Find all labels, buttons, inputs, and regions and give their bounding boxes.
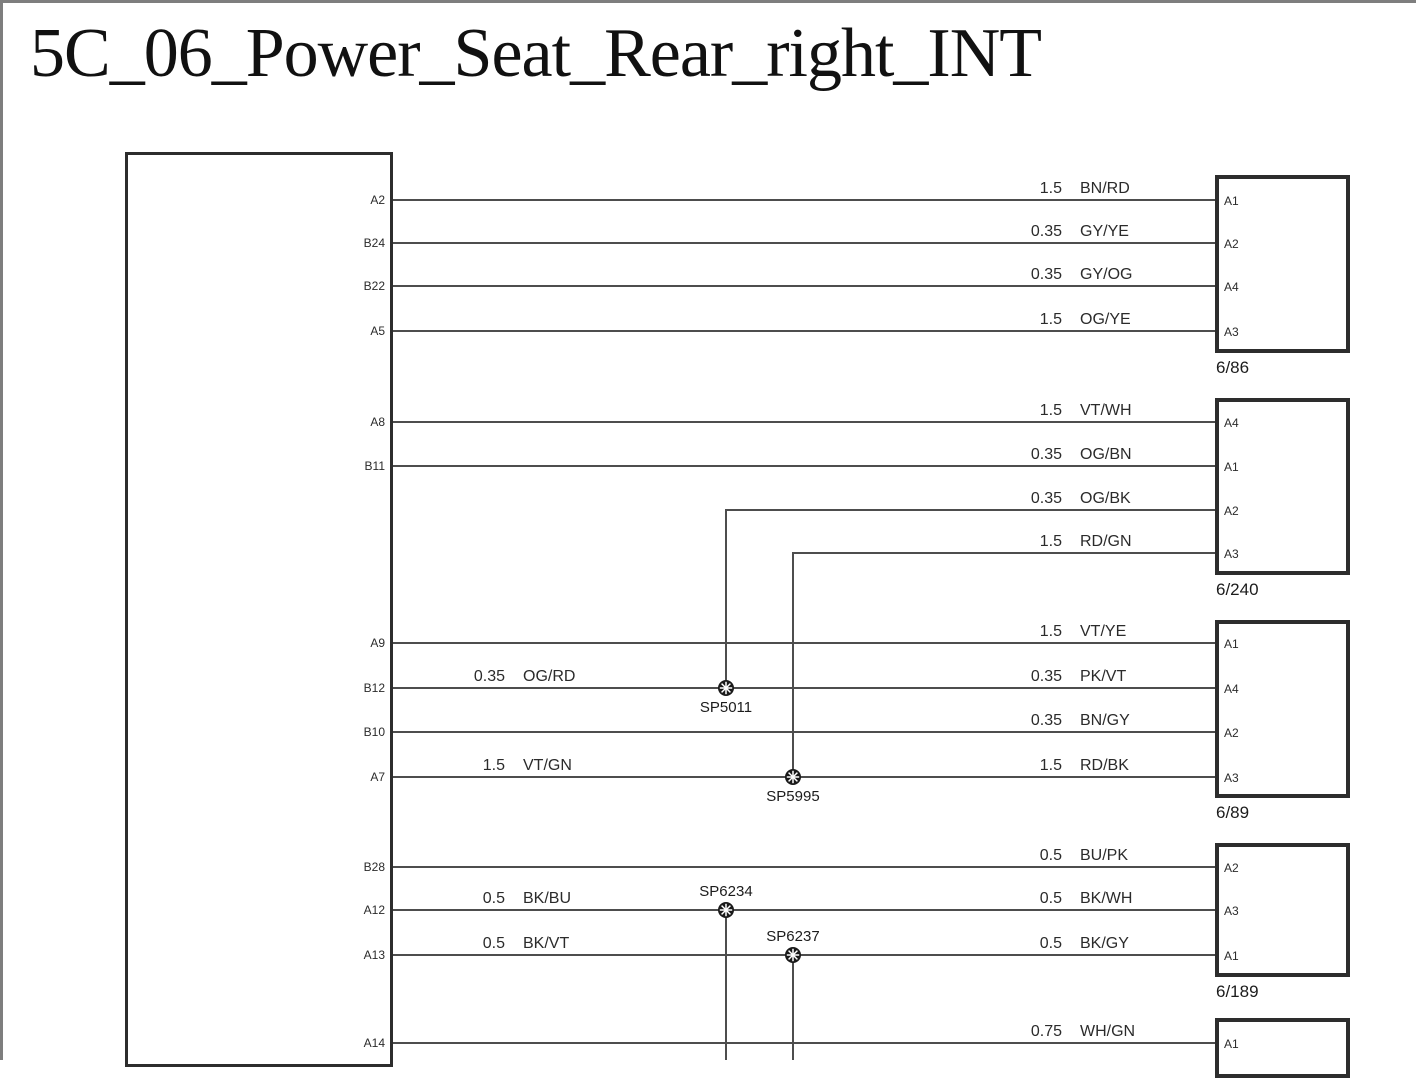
connector-pin: A3 xyxy=(1224,325,1239,339)
connector-pin: A3 xyxy=(1224,904,1239,918)
wire-line-vertical xyxy=(792,954,794,1060)
connector-pin: A1 xyxy=(1224,637,1239,651)
wire-label: 0.35 OG/BN xyxy=(1030,446,1132,463)
wire-line xyxy=(393,642,1215,644)
wire-label: 1.5 VT/WH xyxy=(1039,402,1132,419)
wire-label: 0.5 BK/BU xyxy=(482,890,572,907)
connector-pin: A4 xyxy=(1224,682,1239,696)
connector-pin: A1 xyxy=(1224,949,1239,963)
wire-line xyxy=(393,330,1215,332)
wire-line xyxy=(393,776,1215,778)
wire-label: 0.35 GY/OG xyxy=(1030,266,1133,283)
wire-label: 1.5 VT/GN xyxy=(482,757,572,774)
left-pin-a14: A14 xyxy=(363,1036,385,1050)
wire-line xyxy=(393,954,1215,956)
connector-name: 6/240 xyxy=(1216,580,1259,599)
wire-label: 0.5 BK/GY xyxy=(1039,935,1129,952)
splice-icon xyxy=(785,769,801,785)
splice-label-sp5011: SP5011 xyxy=(699,699,753,716)
splice-label-sp5995: SP5995 xyxy=(766,788,820,805)
wire-label: 1.5 RD/GN xyxy=(1039,533,1132,550)
wire-label: 1.5 VT/YE xyxy=(1039,623,1127,640)
splice-label-sp6234: SP6234 xyxy=(699,883,753,900)
wire-label: 0.35 BN/GY xyxy=(1030,712,1130,729)
page-border-top xyxy=(0,0,1416,3)
connector-pin: A3 xyxy=(1224,771,1239,785)
wire-label: 0.35 GY/YE xyxy=(1030,223,1129,240)
wire-label: 1.5 OG/YE xyxy=(1039,311,1131,328)
left-pin-b22: B22 xyxy=(363,279,385,293)
connector-pin: A2 xyxy=(1224,861,1239,875)
wire-line xyxy=(393,909,1215,911)
splice-label-sp6237: SP6237 xyxy=(766,928,820,945)
left-pin-a8: A8 xyxy=(370,415,385,429)
wire-label: 1.5 BN/RD xyxy=(1039,180,1130,197)
connector-name: 6/86 xyxy=(1216,358,1250,377)
wire-line xyxy=(393,285,1215,287)
page-title: 5C_06_Power_Seat_Rear_right_INT xyxy=(30,15,1042,92)
connector-name: 6/189 xyxy=(1216,982,1259,1001)
connector-pin: A1 xyxy=(1224,194,1239,208)
wire-line xyxy=(393,465,1215,467)
wire-line-vertical xyxy=(792,552,794,778)
wire-label: 0.5 BK/WH xyxy=(1039,890,1133,907)
left-pin-a12: A12 xyxy=(363,903,385,917)
wire-line xyxy=(726,509,1215,511)
wire-line xyxy=(393,199,1215,201)
connector-pin: A2 xyxy=(1224,504,1239,518)
connector-pin: A4 xyxy=(1224,280,1239,294)
connector-pin: A3 xyxy=(1224,547,1239,561)
left-pin-a9: A9 xyxy=(370,636,385,650)
wire-line xyxy=(793,552,1215,554)
left-pin-b24: B24 xyxy=(363,236,385,250)
left-pin-b28: B28 xyxy=(363,860,385,874)
wire-label: 0.35 OG/RD xyxy=(473,668,576,685)
left-pin-a7: A7 xyxy=(370,770,385,784)
splice-icon xyxy=(718,902,734,918)
wire-line-vertical xyxy=(725,509,727,689)
connector-pin: A2 xyxy=(1224,237,1239,251)
wire-line xyxy=(393,242,1215,244)
wire-line xyxy=(393,731,1215,733)
wire-label: 0.75 WH/GN xyxy=(1030,1023,1136,1040)
left-pin-b10: B10 xyxy=(363,725,385,739)
splice-icon xyxy=(785,947,801,963)
connector-pin: A4 xyxy=(1224,416,1239,430)
wire-label: 0.35 PK/VT xyxy=(1030,668,1127,685)
page-border-left xyxy=(0,0,3,1060)
wire-label: 0.35 OG/BK xyxy=(1030,490,1131,507)
wire-line xyxy=(393,1042,1215,1044)
wire-label: 0.5 BU/PK xyxy=(1039,847,1129,864)
wire-line-vertical xyxy=(725,909,727,1060)
splice-icon xyxy=(718,680,734,696)
left-pin-a13: A13 xyxy=(363,948,385,962)
wire-label: 0.5 BK/VT xyxy=(482,935,570,952)
connector-pin: A1 xyxy=(1224,1037,1239,1051)
wire-line xyxy=(393,866,1215,868)
connector-name: 6/89 xyxy=(1216,803,1250,822)
left-pin-a2: A2 xyxy=(370,193,385,207)
wire-line xyxy=(393,687,1215,689)
connector-pin: A1 xyxy=(1224,460,1239,474)
wire-label: 1.5 RD/BK xyxy=(1039,757,1129,774)
wire-line xyxy=(393,421,1215,423)
left-pin-b11: B11 xyxy=(364,459,385,473)
left-pin-a5: A5 xyxy=(370,324,385,338)
connector-pin: A2 xyxy=(1224,726,1239,740)
left-pin-b12: B12 xyxy=(363,681,385,695)
